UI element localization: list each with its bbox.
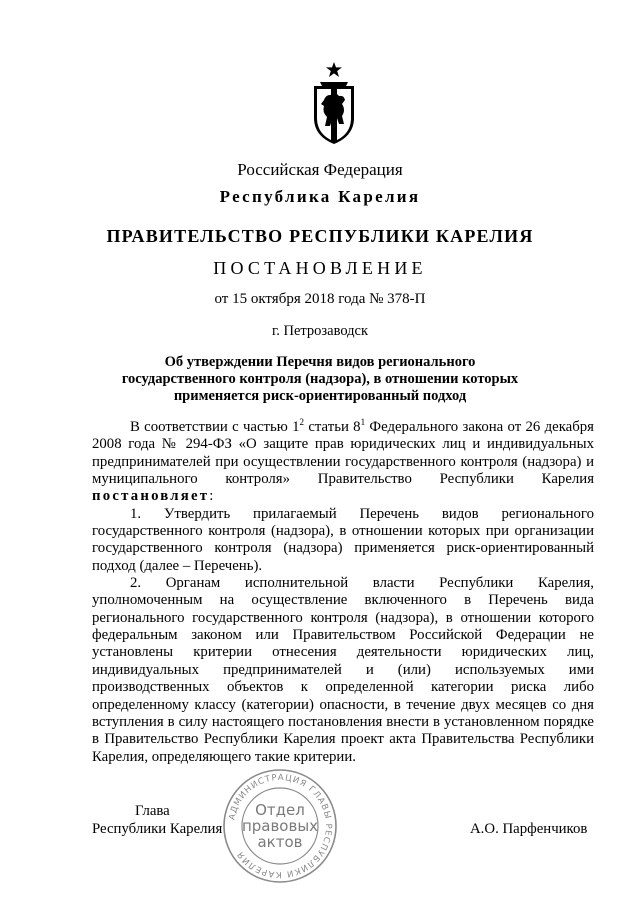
signature-name: А.О. Парфенчиков: [470, 821, 588, 837]
superscript: 1: [360, 417, 366, 427]
republic-name: Республика Карелия: [219, 187, 421, 206]
document-title: [0, 354, 640, 405]
preamble-text: Федерального закона от 26 декабря 2008 года № 294-ФЗ «О защите прав юридических лиц и индивидуальных предпринимателей при осуществлении государственного контроля (надзора) и муниципального контроля» Правительство Республики Карелия: [92, 419, 594, 488]
document-city: г. Петрозаводск: [271, 323, 369, 339]
stamp: [222, 768, 338, 884]
resolves-word: постановляет: [92, 488, 210, 505]
preamble-text: статьи 8: [304, 419, 361, 435]
document-type: ПОСТАНОВЛЕНИЕ: [213, 258, 427, 278]
stamp-line: Отдел: [255, 801, 305, 819]
preamble-text: В соответствии с частью 1: [130, 419, 300, 435]
paragraph-item-2: 2. Органам исполнительной власти Республики Карелия, уполномоченным на осуществление включенного в Перечень вида регионального государственного контроля (надзора), в отношении которого федеральным законом или Правительством Российской Федерации не установлены критерии отнесения деятельности юридических лиц, индивидуальных предпринимателей и (или) используемых ими производственных объектов к определенной категории риска либо определенному классу (категории) опасности, в течение двух месяцев со дня вступления в силу настоящего постановления внести в установленном порядке в Правительство Республики Карелия проект акта Правительства Республики Карелия, определяющего такие критерии.: [92, 575, 594, 765]
document-title-line: Об утверждении Перечня видов регионального: [164, 354, 476, 370]
document-title-line: государственного контроля (надзора), в отношении которых: [121, 371, 519, 387]
paragraph-preamble: [92, 419, 594, 506]
country-name: Российская Федерация: [237, 160, 403, 179]
document-title-line: применяется риск-ориентированный подход: [173, 388, 467, 404]
signature-post-org: Республики Карелия: [92, 820, 223, 837]
superscript: 2: [299, 417, 305, 427]
document-body: [92, 419, 594, 766]
document-date-number: от 15 октября 2018 года № 378-П: [214, 291, 426, 307]
stamp-ring-text: АДМИНИСТРАЦИЯ ГЛАВЫ РЕСПУБЛИКИ КАРЕЛИЯ: [227, 772, 334, 880]
signature-post-title: Глава: [135, 803, 170, 819]
government-name: ПРАВИТЕЛЬСТВО РЕСПУБЛИКИ КАРЕЛИЯ: [106, 226, 534, 246]
signature-post: [92, 803, 222, 838]
preamble-end: :: [209, 488, 214, 505]
stamp-line: актов: [257, 833, 303, 851]
stamp-line: правовых: [241, 817, 319, 835]
paragraph-item-1: 1. Утвердить прилагаемый Перечень видов регионального государственного контроля (надзора), в отношении которых при организации государственного контроля (надзора) применяется риск-ориентированный подход (далее – Перечень).: [92, 505, 594, 574]
coat-of-arms-icon: [306, 62, 362, 146]
